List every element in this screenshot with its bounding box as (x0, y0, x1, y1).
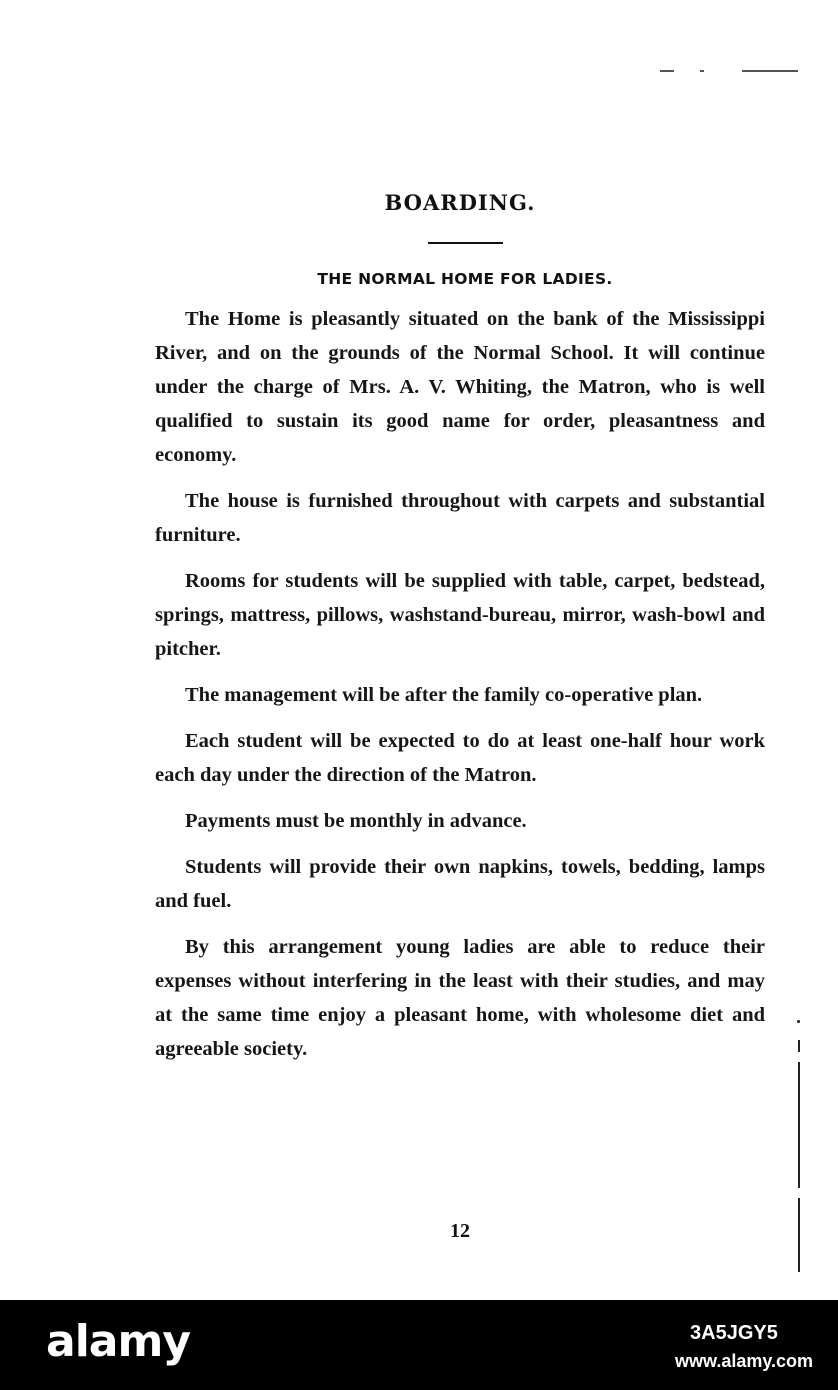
section-subheading: THE NORMAL HOME FOR LADIES. (317, 270, 613, 288)
body-text (155, 302, 765, 1078)
page-edge-line (798, 1040, 800, 1052)
scan-marks (660, 70, 800, 74)
scan-mark (742, 70, 798, 72)
page-heading: BOARDING. (384, 190, 536, 215)
page-number: 12 (450, 1220, 470, 1242)
paragraph: The management will be after the family co-operative plan. (185, 684, 703, 706)
paragraph: Payments must be monthly in advance. (185, 810, 527, 832)
alamy-logo: alamy (46, 1316, 190, 1367)
scan-mark (660, 70, 674, 72)
paragraph: Students will provide their own napkins, towels, bedding, lamps and fuel. (155, 856, 765, 912)
paragraph: By this arrangement young ladies are able to reduce their expenses without interfering in the least with their studies, and may at the same time enjoy a pleasant home, with wholesome diet and agreeable society. (155, 936, 765, 1060)
paragraph: The Home is pleasantly situated on the bank of the Mississippi River, and on the grounds of the Normal School. It will continue under the charge of Mrs. A. V. Whiting, the Matron, who is well qualified to sustain its good name for order, pleasantness and economy. (155, 308, 765, 466)
heading-rule (428, 242, 503, 244)
page-edge-line (798, 1062, 800, 1188)
site-url: www.alamy.com (675, 1351, 814, 1371)
image-id: 3A5JGY5 (690, 1322, 778, 1344)
page-edge-dot (797, 1020, 800, 1023)
paragraph: Each student will be expected to do at least one-half hour work each day under the direction of the Matron. (155, 730, 765, 786)
paragraph: The house is furnished throughout with carpets and substantial furniture. (155, 490, 765, 546)
scan-mark (700, 70, 704, 72)
paragraph: Rooms for students will be supplied with table, carpet, bedstead, springs, mattress, pillows, washstand-bureau, mirror, wash-bowl and pitcher. (155, 570, 765, 660)
